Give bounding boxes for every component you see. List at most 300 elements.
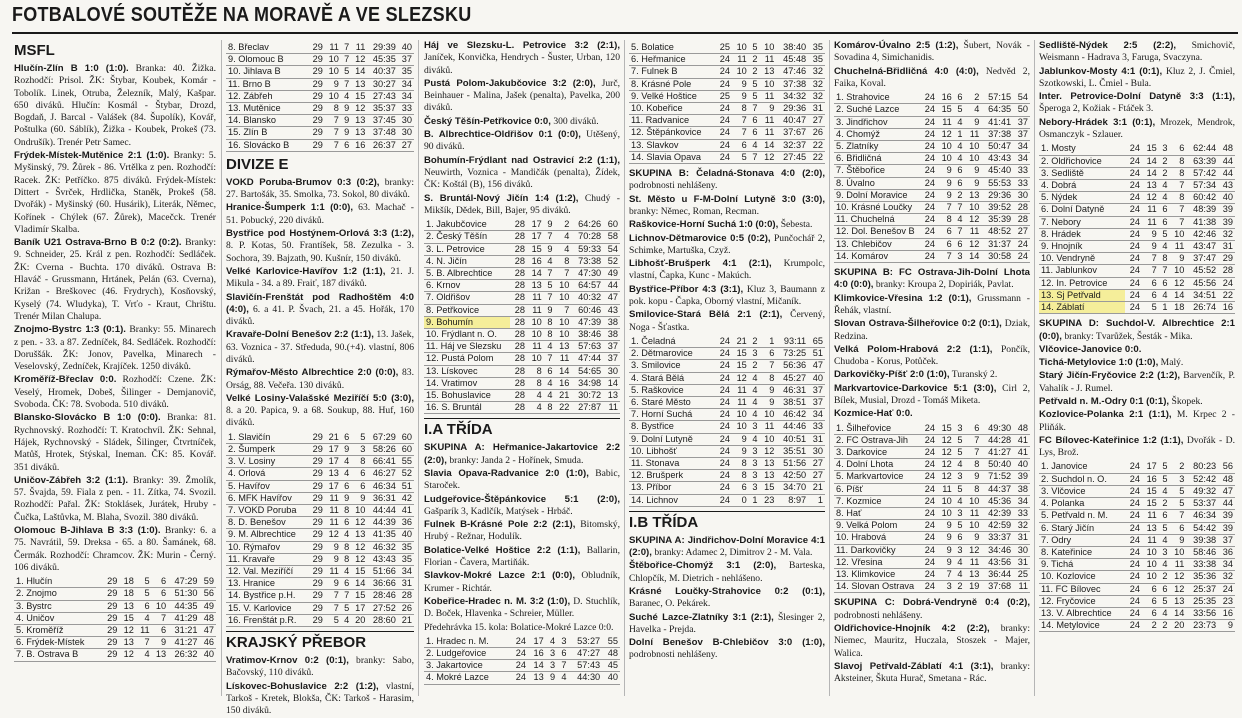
stat-cell: 11 — [1142, 216, 1159, 228]
team-name: 10. Jihlava B — [226, 66, 309, 78]
stat-cell: 11 — [760, 115, 777, 127]
stat-cell: 30 — [603, 365, 620, 377]
stat-cell: 44:30 — [568, 672, 602, 684]
match-details: branky: Sabo, Bačovský, 110 diváků. — [226, 655, 415, 679]
match-result: Oldřichovice-Hnojník 4:2 (2:2), — [834, 623, 990, 635]
stat-cell: 37:68 — [981, 581, 1013, 593]
stat-cell: 3 — [954, 250, 965, 262]
stat-cell: 6 — [1159, 583, 1170, 595]
stat-cell: 9 — [544, 219, 555, 231]
team-name: 3. Darkovice — [834, 447, 920, 459]
match-details: Pončík, Chudoba - Korus, Potůček. — [834, 343, 1030, 368]
stat-cell: 12 — [351, 103, 367, 115]
stat-cell: 11 — [732, 384, 749, 396]
table-row — [1039, 534, 1235, 546]
team-name: 9. Velké Hoštice — [629, 90, 715, 102]
stat-cell: 24 — [715, 396, 732, 408]
stat-cell: 5 — [732, 151, 749, 163]
stat-cell: 3 — [937, 581, 954, 593]
stat-cell: 24 — [715, 494, 732, 506]
table-row — [1039, 302, 1235, 314]
match-details: Baranec, O. Pekárek. — [629, 598, 711, 610]
team-name: 3. Bystrc — [14, 600, 103, 612]
column-5 — [834, 40, 1030, 696]
stat-cell: 24 — [715, 127, 732, 139]
table-row — [226, 54, 414, 66]
stat-cell: 3 — [351, 443, 367, 455]
team-name: 9. Hnojník — [1039, 241, 1125, 253]
stat-cell: 64:35 — [981, 104, 1013, 116]
stat-cell: 16 — [1218, 302, 1235, 314]
table-row — [1039, 461, 1235, 473]
stat-cell: 15 — [527, 243, 544, 255]
stat-cell: 47 — [808, 360, 825, 372]
stat-cell: 7 — [557, 660, 568, 672]
stat-cell: 21 — [808, 482, 825, 494]
stat-cell: 24 — [1125, 595, 1142, 607]
stat-cell: 24 — [715, 348, 732, 360]
match-details: Barteska, Chlopčík, M. Dietrich - nehlášeno. — [629, 560, 825, 584]
team-name: 4. Chomýž — [834, 128, 920, 140]
match-report — [1039, 91, 1235, 116]
table-row — [226, 529, 414, 541]
table-row — [424, 390, 620, 402]
team-name: 11. Kravaře — [226, 553, 309, 565]
table-row — [834, 434, 1030, 446]
stat-cell: 45:35 — [367, 54, 398, 66]
stat-cell: 10 — [760, 433, 777, 445]
stat-cell: 15 — [937, 423, 954, 435]
stat-cell: 46:42 — [776, 409, 808, 421]
column-6 — [1039, 40, 1235, 696]
match-result: Pustá Polom-Jakubčovice 3:2 (2:0), — [424, 77, 596, 89]
team-name: 5. Raškovice — [629, 384, 715, 396]
match-result: Bystřice pod Hostýnem-Orlová 3:3 (1:2), — [226, 228, 414, 240]
stat-cell: 56:36 — [776, 360, 808, 372]
stat-cell: 9 — [937, 556, 954, 568]
team-name: 11. Chuchelná — [834, 214, 920, 226]
team-name: 5. Zlatníky — [834, 141, 920, 153]
match-details: Bitomský, Hrubý - Režnar, Hodulík. — [424, 519, 620, 543]
stat-cell: 24 — [1125, 155, 1142, 167]
team-name: 8. Bystřice — [629, 421, 715, 433]
match-result: SKUPINA D: Suchdol-V. Albrechtice 2:1 (0:0), — [1039, 318, 1235, 342]
stat-cell: 24 — [920, 434, 937, 446]
match-report — [629, 309, 825, 334]
stat-cell: 24 — [1013, 238, 1030, 250]
stat-cell: 27:52 — [367, 602, 398, 614]
team-name: 1. Mosty — [1039, 143, 1125, 155]
stat-cell: 4 — [1159, 179, 1170, 191]
stat-cell: 12 — [351, 541, 367, 553]
stat-cell: 37:47 — [1186, 253, 1218, 265]
stat-cell: 3 — [749, 348, 760, 360]
stat-cell: 38 — [1013, 483, 1030, 495]
match-details: Cirl 2, Bílek, Musial, Drozd - Tomáš Miketa. — [834, 382, 1030, 406]
stat-cell: 10 — [965, 153, 982, 165]
table-row — [629, 409, 825, 421]
stat-cell: 2 — [1170, 461, 1187, 473]
team-name: 5. Havířov — [226, 480, 309, 492]
stat-cell: 6 — [341, 578, 351, 590]
stat-cell: 12 — [965, 214, 982, 226]
stat-cell: 31 — [808, 103, 825, 115]
stat-cell: 43:43 — [367, 553, 398, 565]
stat-cell: 35 — [398, 541, 414, 553]
stat-cell: 24 — [1125, 228, 1142, 240]
match-details: 300 diváků. — [553, 115, 599, 127]
stat-cell: 8 — [1170, 155, 1187, 167]
table-row — [834, 189, 1030, 201]
match-reports — [1039, 318, 1235, 459]
team-name: 16. S. Bruntál — [424, 402, 510, 414]
match-result: Štěbořice-Chomýž 3:1 (2:0), — [629, 560, 777, 572]
stat-cell: 15 — [1142, 498, 1159, 510]
match-report — [629, 194, 825, 219]
table-row — [424, 280, 620, 292]
match-result: Komárov-Úvalno 2:5 (1:2), — [834, 40, 959, 51]
table-row — [629, 482, 825, 494]
stat-cell: 5 — [749, 42, 760, 54]
stat-cell: 7 — [1170, 179, 1187, 191]
stat-cell: 24 — [1125, 510, 1142, 522]
match-result: FC Bílovec-Kateřinice 1:2 (1:1), — [1039, 434, 1184, 446]
match-report — [629, 535, 825, 560]
stat-cell: 3 — [1159, 143, 1170, 155]
team-name: 6. Píšť — [834, 483, 920, 495]
stat-cell: 11 — [732, 54, 749, 66]
table-row — [1039, 485, 1235, 497]
match-result: SKUPINA C: Dobrá-Vendryně 0:4 (0:2), — [834, 597, 1030, 609]
stat-cell: 7 — [544, 231, 555, 243]
column-divider — [418, 40, 419, 696]
match-details: Šlesinger 2, Havelka - Prejda. — [629, 611, 825, 635]
table-row — [14, 649, 216, 661]
stat-cell: 17 — [527, 231, 544, 243]
match-details: 63. Machač - 51. Pobucký, 220 diváků. — [226, 202, 414, 226]
stat-cell: 29 — [103, 588, 120, 600]
match-details: Babic, Staroček. — [424, 468, 620, 492]
match-report — [424, 442, 620, 467]
stat-cell: 54 — [603, 243, 620, 255]
stat-cell: 8 — [527, 377, 544, 389]
stat-cell: 24 — [510, 672, 528, 684]
stat-cell: 24 — [715, 139, 732, 151]
table-row — [834, 92, 1030, 104]
stat-cell: 11 — [351, 42, 367, 54]
table-row — [629, 433, 825, 445]
stat-cell: 57:63 — [571, 341, 603, 353]
match-details: Chudý - Mikšík, Dědek, Bill, Bajer, 95 diváků. — [424, 192, 621, 216]
team-name: 11. Jablunkov — [1039, 265, 1125, 277]
table-row — [629, 103, 825, 115]
stat-cell: 2 — [1159, 498, 1170, 510]
stat-cell: 73:25 — [776, 348, 808, 360]
stat-cell: 2 — [749, 66, 760, 78]
match-report — [834, 267, 1030, 292]
table-row — [834, 423, 1030, 435]
stat-cell: 24 — [510, 648, 528, 660]
table-row — [1039, 620, 1235, 632]
team-name: 12. Val. Meziříčí — [226, 566, 309, 578]
stat-cell: 6 — [1159, 510, 1170, 522]
team-name: 4. Dolní Lhota — [834, 459, 920, 471]
stat-cell: 24 — [1125, 485, 1142, 497]
match-result: Hlučín-Zlín B 1:0 (1:0). — [14, 63, 129, 74]
stat-cell: 24 — [1125, 559, 1142, 571]
stat-cell: 45:48 — [776, 54, 808, 66]
match-result: Nebory-Hrádek 3:1 (0:1), — [1039, 116, 1156, 128]
stat-cell: 73:38 — [571, 255, 603, 267]
stat-cell: 7 — [341, 54, 351, 66]
table-row — [834, 116, 1030, 128]
table-row — [1039, 265, 1235, 277]
table-row — [1039, 583, 1235, 595]
stat-cell: 8 — [351, 456, 367, 468]
stat-cell: 24 — [920, 128, 937, 140]
table-row — [226, 127, 414, 139]
table-row — [629, 421, 825, 433]
table-row — [834, 250, 1030, 262]
match-report — [424, 193, 620, 218]
table-row — [629, 457, 825, 469]
team-name: 7. Kozmice — [834, 495, 920, 507]
stat-cell: 7 — [937, 202, 954, 214]
stat-cell: 46:27 — [367, 468, 398, 480]
stat-cell: 6 — [341, 432, 351, 444]
stat-cell: 4 — [527, 390, 544, 402]
stat-cell: 13 — [1142, 522, 1159, 534]
stat-cell: 2 — [749, 336, 760, 348]
table-row — [1039, 277, 1235, 289]
stat-cell: 10 — [760, 78, 777, 90]
match-report — [834, 383, 1030, 408]
match-report — [1039, 344, 1235, 356]
match-details: branky: Adamec 2, Dimitrov 2 - M. Vala. — [654, 547, 813, 559]
match-result: Inter. Petrovice-Dolní Datyně 3:3 (1:1), — [1039, 91, 1235, 103]
stat-cell: 24 — [920, 214, 937, 226]
stat-cell: 28 — [510, 353, 527, 365]
match-details: 8. a 20. Papica, 9. a 68. Soukup, 88. Huf, 160 diváků. — [226, 405, 414, 429]
match-details: Dziak, Redzina. — [834, 318, 1031, 342]
standings-table — [226, 432, 414, 627]
match-result: Darkovičky-Píšť 2:0 (1:0), — [834, 369, 950, 381]
stat-cell: 40:47 — [776, 115, 808, 127]
stat-cell: 29 — [103, 624, 120, 636]
stat-cell: 41:27 — [168, 637, 199, 649]
match-report — [1039, 357, 1235, 369]
stat-cell: 12 — [325, 529, 341, 541]
match-result: Bystřice-Příbor 4:3 (3:1), — [629, 283, 744, 295]
stat-cell: 24 — [1125, 253, 1142, 265]
match-details: podrobnosti nehlášeny. — [834, 609, 923, 621]
stat-cell: 5 — [136, 576, 152, 588]
stat-cell: 4 — [749, 384, 760, 396]
match-result: Suché Lazce-Zlatníky 3:1 (2:1), — [629, 611, 774, 623]
match-report — [14, 237, 216, 323]
match-report — [1039, 117, 1235, 142]
stat-cell: 6 — [954, 532, 965, 544]
table-row — [14, 612, 216, 624]
standings-table — [834, 423, 1030, 594]
stat-cell: 15 — [119, 612, 136, 624]
stat-cell: 16 — [528, 648, 546, 660]
stat-cell: 24 — [1125, 289, 1142, 301]
stat-cell: 6 — [732, 482, 749, 494]
stat-cell: 33 — [398, 103, 414, 115]
stat-cell: 21 — [732, 336, 749, 348]
match-result: Smilovice-Stará Bělá 2:1 (2:1), — [629, 309, 783, 321]
table-row — [424, 402, 620, 414]
stat-cell: 40 — [398, 42, 414, 54]
column-3 — [424, 40, 620, 696]
table-row — [424, 341, 620, 353]
stat-cell: 34:98 — [571, 377, 603, 389]
stat-cell: 8 — [732, 457, 749, 469]
table-row — [1039, 595, 1235, 607]
stat-cell: 29 — [309, 103, 325, 115]
stat-cell: 25 — [715, 42, 732, 54]
stat-cell: 8 — [965, 459, 982, 471]
table-row — [226, 115, 414, 127]
stat-cell: 47:39 — [571, 316, 603, 328]
match-report — [1039, 66, 1235, 91]
stat-cell: 24 — [1125, 216, 1142, 228]
match-details: Branky: 9. Schneider, 25. Král z pen. Rozhodčí: Sedláček. ŽK: Cverna - Buchta. 170 diváků. Ostrava B: Hlaváč - Grussmann, Hrtánek, Pelán (63. Cverna), Križan - Breškovec (46. Frydrych), Kosňovský, Kyselý (74. Wludyka), T. Vrťo - Kraut, Chrištu. Trenér Milan Chalupa. — [14, 237, 216, 322]
match-details: Kluz 2, J. Čmiel, Szotkowski, L. Čmiel - Bula. — [1039, 65, 1235, 89]
table-row — [834, 177, 1030, 189]
match-details: vlastní, Tarkoš - Kretek, Blokša, ČK: Tarkoš - Harasim, 150 diváků. — [226, 680, 414, 717]
stat-cell: 10 — [760, 42, 777, 54]
match-result: Kozlovice-Polanka 2:1 (1:1), — [1039, 409, 1172, 421]
stat-cell: 71:52 — [981, 471, 1013, 483]
stat-cell: 8 — [555, 255, 572, 267]
stat-cell: 24 — [715, 151, 732, 163]
stat-cell: 18 — [1170, 302, 1187, 314]
team-name: 8. Úvalno — [834, 177, 920, 189]
match-report — [1039, 435, 1235, 460]
stat-cell: 17 — [1142, 461, 1159, 473]
team-name: 3. V. Losiny — [226, 456, 309, 468]
stat-cell: 5 — [1142, 302, 1159, 314]
stat-cell: 2 — [749, 54, 760, 66]
team-name: 13. Slavkov — [629, 139, 715, 151]
stat-cell: 24 — [1125, 265, 1142, 277]
table-row — [226, 602, 414, 614]
stat-cell: 47:44 — [571, 353, 603, 365]
stat-cell: 10 — [937, 141, 954, 153]
stat-cell: 24 — [715, 470, 732, 482]
stat-cell: 34 — [398, 90, 414, 102]
match-details: Kluz 3, Baumann z pok. kopu - Čapka, Oborný vlastní, Mičaník. — [629, 283, 825, 307]
stat-cell: 10 — [1170, 546, 1187, 558]
stat-cell: 7 — [325, 127, 341, 139]
team-name: 15. V. Karlovice — [226, 602, 309, 614]
match-result: Český Těšín-Petřkovice 0:0, — [424, 115, 551, 127]
stat-cell: 10 — [325, 66, 341, 78]
match-result: Markvartovice-Darkovice 5:1 (3:0), — [834, 382, 997, 394]
stat-cell: 29 — [309, 578, 325, 590]
match-result: Slavia Opava-Radvanice 2:0 (1:0), — [424, 468, 589, 479]
stat-cell: 22 — [808, 139, 825, 151]
stat-cell: 2 — [954, 581, 965, 593]
stat-cell: 41:29 — [168, 612, 199, 624]
match-details: Branka: 81. Rychnovský. Rozhodčí: T. Kratochvíl. ŽK: Sehnal, Hájek, Rychnovský - Sládek, Šilinger, Čtvrtníček, Matůš, Hrotek, Stýskal, Ineman. ČK: 85. Kovář. 351 diváků. — [14, 412, 216, 473]
stat-cell: 7 — [341, 78, 351, 90]
stat-cell: 9 — [325, 553, 341, 565]
match-report — [226, 367, 414, 392]
table-row — [226, 78, 414, 90]
table-row — [834, 569, 1030, 581]
stat-cell: 29 — [103, 649, 120, 661]
match-report — [226, 655, 414, 680]
stat-cell: 24 — [920, 202, 937, 214]
stat-cell: 38 — [603, 316, 620, 328]
table-row — [1039, 179, 1235, 191]
stat-cell: 28 — [510, 243, 527, 255]
table-row — [629, 66, 825, 78]
stat-cell: 4 — [555, 243, 572, 255]
stat-cell: 4 — [749, 372, 760, 384]
stat-cell: 17 — [528, 636, 546, 648]
stat-cell: 6 — [965, 423, 982, 435]
stat-cell: 5 — [1159, 461, 1170, 473]
match-report — [629, 168, 825, 193]
stat-cell: 38 — [603, 328, 620, 340]
match-result: SKUPINA A: Heřmanice-Jakartovice 2:2 (2:0), — [424, 442, 620, 466]
match-report — [424, 596, 620, 621]
table-row — [834, 581, 1030, 593]
match-details: Předehrávka 15. kola: Bolatice-Mokré Lazce 0:0. — [424, 621, 614, 633]
table-row — [834, 508, 1030, 520]
stat-cell: 28:46 — [367, 590, 398, 602]
match-result: SKUPINA B: FC Ostrava-Jih-Dolní Lhota 4:0 (0:0), — [834, 267, 1030, 291]
stat-cell: 13 — [351, 529, 367, 541]
team-name: 11. FC Bílovec — [1039, 583, 1125, 595]
match-report — [226, 292, 414, 329]
stat-cell: 24 — [920, 495, 937, 507]
stat-cell: 0 — [732, 494, 749, 506]
match-report — [629, 284, 825, 309]
match-report — [834, 623, 1030, 660]
stat-cell: 24 — [920, 250, 937, 262]
team-name: 6. Heřmanice — [629, 54, 715, 66]
match-result: SKUPINA A: Jindřichov-Dolní Moravice 4:1 (2:0), — [629, 534, 825, 559]
stat-cell: 26:74 — [1186, 302, 1218, 314]
match-details: Branky: 5. Myšinský, 79. Žůrek - 86. Vrtělka z pen. Rozhodčí: Racek. ŽK: Petříčko. 875 diváků. Frýdek-Místek: Dittert - Švrček, Hrdlička, Staněk, Prokeš (58. Dvořák) - Myšinský (60. Husárik), Literák, Němec, Kořínek - Chýlek (67. Žůrek), Macečck. Trenér Vladimír Skalba. — [14, 150, 216, 235]
team-name: 2. FC Ostrava-Jih — [834, 434, 920, 446]
stat-cell: 6 — [152, 624, 169, 636]
stat-cell: 30 — [398, 127, 414, 139]
stat-cell: 27:45 — [776, 151, 808, 163]
stat-cell: 10 — [527, 353, 544, 365]
stat-cell: 28 — [510, 231, 527, 243]
team-name: 9. M. Albrechtice — [226, 529, 309, 541]
table-row — [226, 139, 414, 151]
stat-cell: 15 — [351, 90, 367, 102]
stat-cell: 46:32 — [367, 541, 398, 553]
stat-cell: 34:70 — [776, 482, 808, 494]
match-details: Rozhodčí: Czene. ŽK: Veselý, Hromek, Dobeš, Šilinger - Demjanovič, Svoboda. ČK: 78. Svoboda. 510 diváků. — [14, 374, 216, 411]
stat-cell: 12 — [351, 54, 367, 66]
stat-cell: 4 — [546, 636, 557, 648]
stat-cell: 34:32 — [776, 90, 808, 102]
stat-cell: 9 — [937, 189, 954, 201]
table-row — [629, 151, 825, 163]
table-row — [424, 304, 620, 316]
stat-cell: 24 — [1125, 179, 1142, 191]
team-name: 1. Hlučín — [14, 576, 103, 588]
